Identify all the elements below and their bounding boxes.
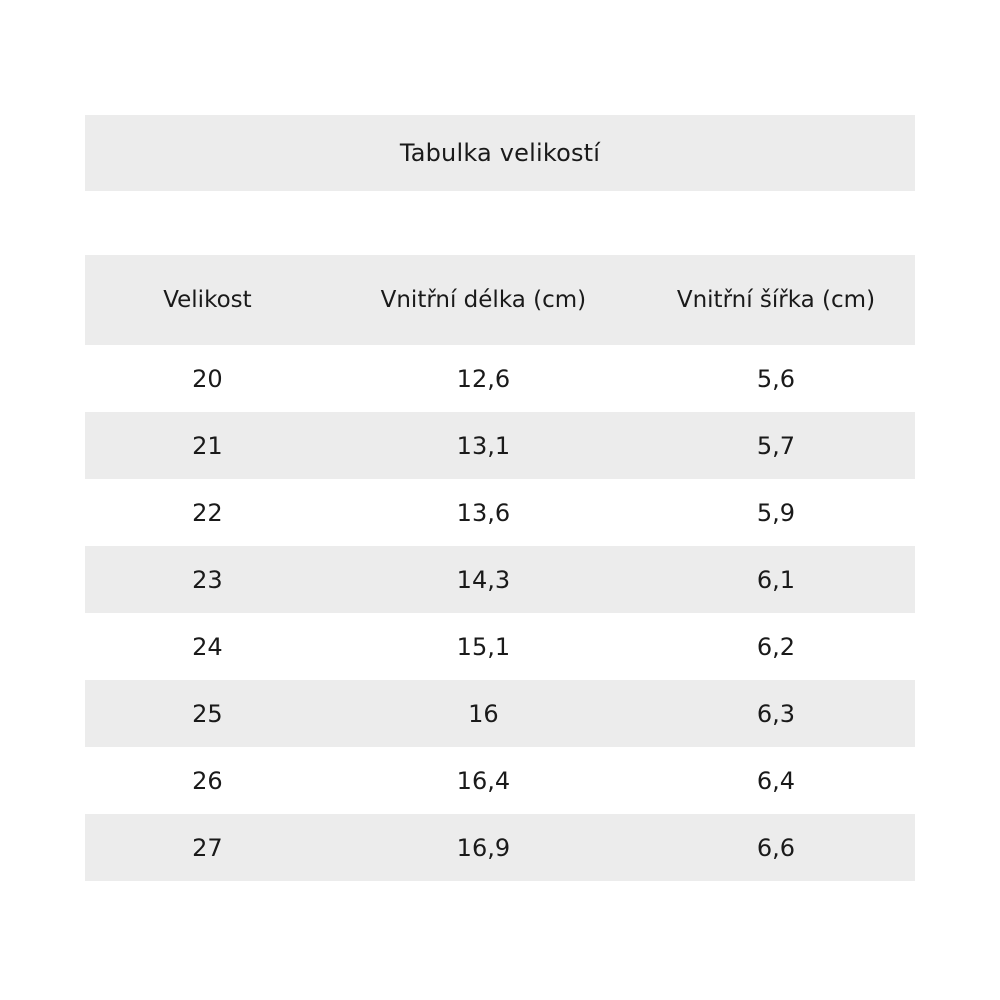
table-row [85, 479, 915, 546]
cell-inner-length: 13,6 [330, 479, 637, 546]
cell-inner-width: 6,4 [637, 747, 915, 814]
table-row [85, 747, 915, 814]
column-header-inner-width: Vnitřní šířka (cm) [637, 255, 915, 345]
cell-inner-width: 6,6 [637, 814, 915, 881]
cell-inner-width: 6,2 [637, 613, 915, 680]
cell-size: 26 [85, 747, 330, 814]
cell-inner-length: 12,6 [330, 345, 637, 412]
table-body [85, 345, 915, 881]
cell-inner-width: 6,1 [637, 546, 915, 613]
size-table [85, 255, 915, 881]
cell-size: 27 [85, 814, 330, 881]
column-header-inner-length: Vnitřní délka (cm) [330, 255, 637, 345]
table-row [85, 345, 915, 412]
column-header-size: Velikost [85, 255, 330, 345]
size-table-container [85, 115, 915, 881]
cell-size: 24 [85, 613, 330, 680]
cell-inner-width: 5,6 [637, 345, 915, 412]
cell-inner-width: 5,7 [637, 412, 915, 479]
cell-inner-length: 16 [330, 680, 637, 747]
page-title: Tabulka velikostí [399, 139, 601, 167]
cell-inner-length: 16,9 [330, 814, 637, 881]
cell-size: 21 [85, 412, 330, 479]
cell-inner-width: 6,3 [637, 680, 915, 747]
table-row [85, 412, 915, 479]
table-row [85, 613, 915, 680]
table-row [85, 814, 915, 881]
cell-inner-length: 14,3 [330, 546, 637, 613]
table-header-row [85, 255, 915, 345]
cell-inner-length: 15,1 [330, 613, 637, 680]
cell-size: 22 [85, 479, 330, 546]
table-row [85, 680, 915, 747]
cell-inner-length: 16,4 [330, 747, 637, 814]
table-header [85, 255, 915, 345]
table-row [85, 546, 915, 613]
table-title-bar [85, 115, 915, 191]
cell-inner-width: 5,9 [637, 479, 915, 546]
title-spacer [85, 191, 915, 255]
cell-size: 25 [85, 680, 330, 747]
cell-inner-length: 13,1 [330, 412, 637, 479]
cell-size: 20 [85, 345, 330, 412]
cell-size: 23 [85, 546, 330, 613]
